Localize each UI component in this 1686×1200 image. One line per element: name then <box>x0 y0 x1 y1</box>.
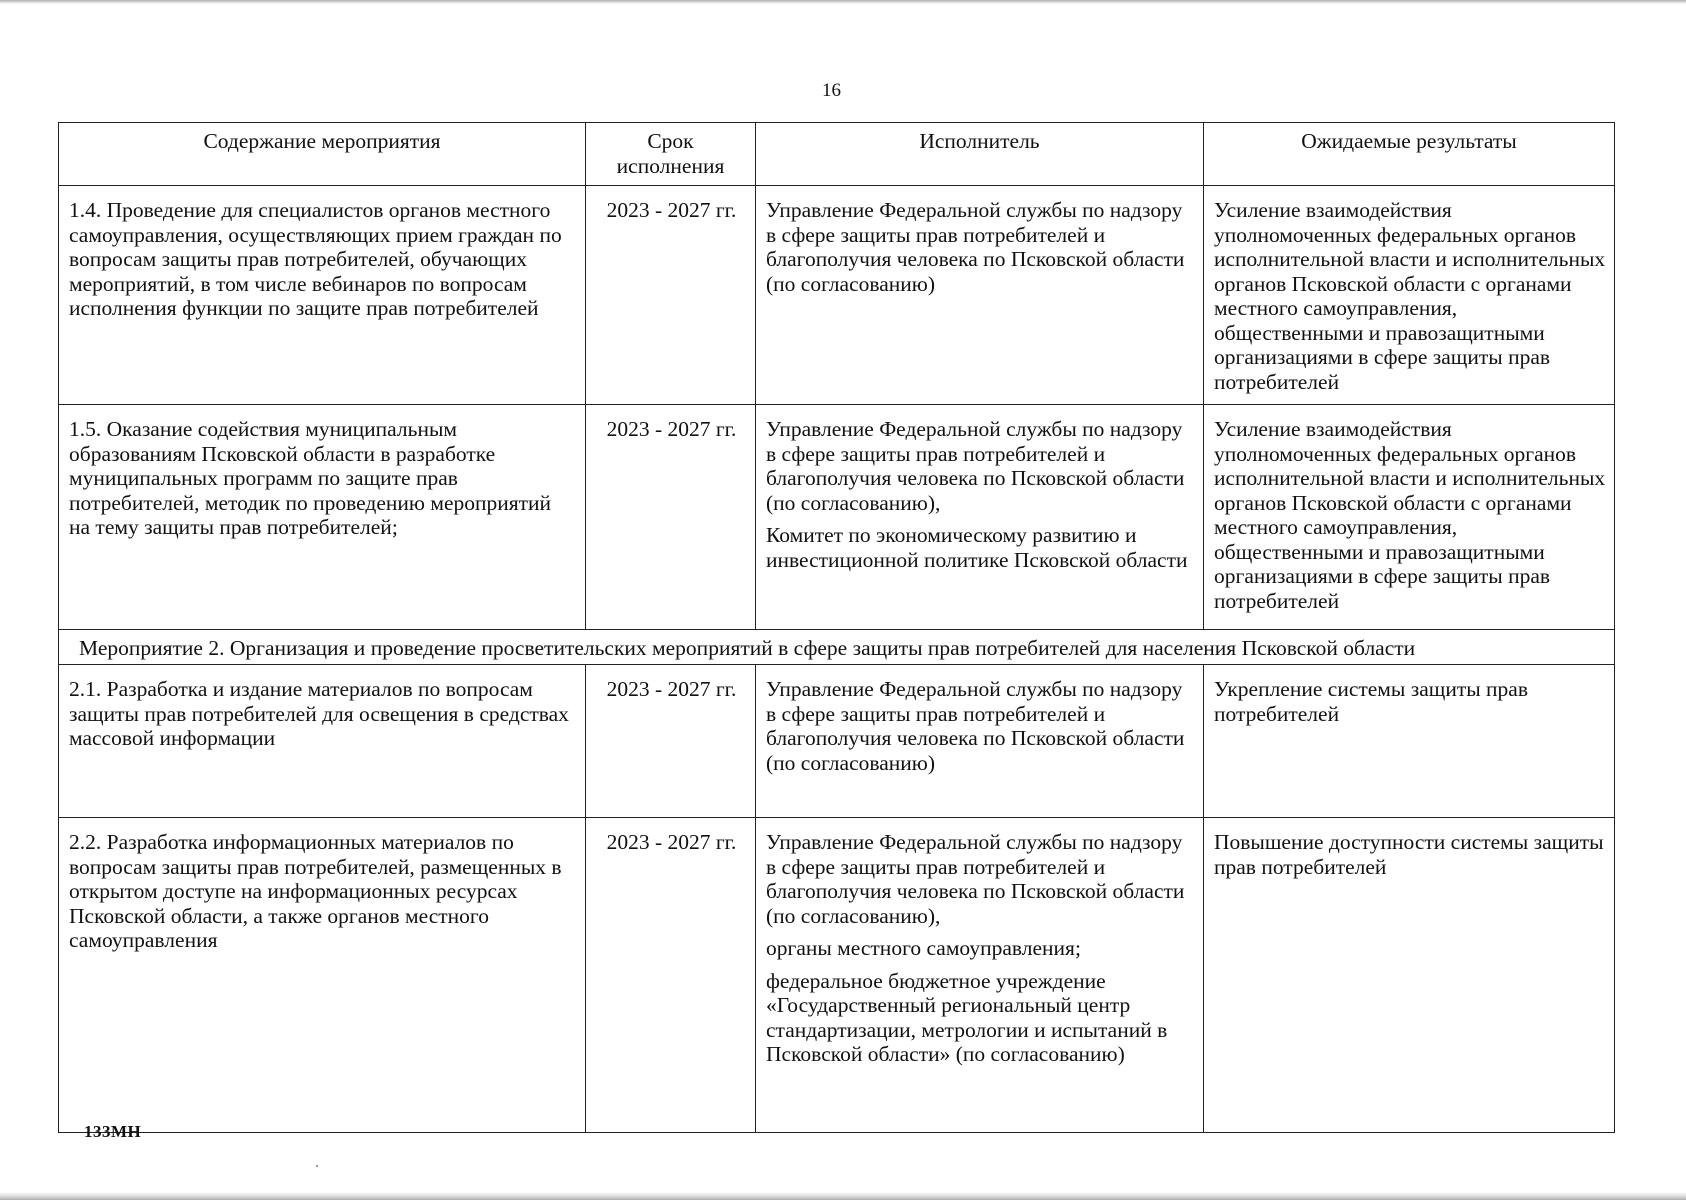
section-row <box>59 630 1615 665</box>
header-term-text: Срок исполнения <box>616 129 725 178</box>
executor-item: Управление Федеральной службы по надзору в сфере защиты прав потребителей и благополучия человека по Псковской области (по согласованию) <box>766 198 1185 296</box>
header-content: Содержание мероприятия <box>59 123 586 186</box>
header-results: Ожидаемые результаты <box>1204 123 1615 186</box>
table-row <box>59 818 1615 1133</box>
cell-term: 2023 - 2027 гг. <box>586 405 756 630</box>
scan-speck <box>316 1165 318 1167</box>
section-title: Мероприятие 2. Организация и проведение просветительских мероприятий в сфере защиты прав потребителей для населения Псковской области <box>59 630 1615 665</box>
page-number: 16 <box>822 80 841 101</box>
header-executor: Исполнитель <box>756 123 1204 186</box>
executor-item: Комитет по экономическому развитию и инвестиционной политике Псковской области <box>766 523 1188 572</box>
table-header-row <box>59 123 1615 186</box>
cell-result: Укрепление системы защиты прав потребителей <box>1204 665 1615 818</box>
cell-result: Усиление взаимодействия уполномоченных федеральных органов исполнительной власти и исполнительных органов Псковской области с органами местного самоуправления, общественными и правозащитными организациями в сфере защиты прав потребителей <box>1204 405 1615 630</box>
cell-executor <box>756 186 1204 405</box>
header-term <box>586 123 756 186</box>
measures-table <box>58 122 1615 1133</box>
cell-result: Повышение доступности системы защиты прав потребителей <box>1204 818 1615 1133</box>
table-row <box>59 186 1615 405</box>
cell-content: 1.4. Проведение для специалистов органов местного самоуправления, осуществляющих прием граждан по вопросам защиты прав потребителей, обучающих мероприятий, в том числе вебинаров по вопросам исполнения функции по защите прав потребителей <box>59 186 586 405</box>
executor-item: федеральное бюджетное учреждение «Государственный региональный центр стандартизации, метрологии и испытаний в Псковской области» (по согласованию) <box>766 968 1168 1066</box>
table-row <box>59 405 1615 630</box>
cell-term: 2023 - 2027 гг. <box>586 665 756 818</box>
executor-item: Управление Федеральной службы по надзору в сфере защиты прав потребителей и благополучия человека по Псковской области (по согласованию), <box>766 830 1185 928</box>
document-code: 133МН <box>84 1122 142 1141</box>
cell-result: Усиление взаимодействия уполномоченных федеральных органов исполнительной власти и исполнительных органов Псковской области с органами местного самоуправления, общественными и правозащитными организациями в сфере защиты прав потребителей <box>1204 186 1615 405</box>
cell-executor <box>756 405 1204 630</box>
executor-item: Управление Федеральной службы по надзору в сфере защиты прав потребителей и благополучия человека по Псковской области (по согласованию) <box>766 677 1185 775</box>
executor-item: органы местного самоуправления; <box>766 936 1081 960</box>
cell-content: 2.2. Разработка информационных материалов по вопросам защиты прав потребителей, размещенных в открытом доступе на информационных ресурсах Псковской области, а также органов местного самоуправления <box>59 818 586 1133</box>
cell-executor <box>756 818 1204 1133</box>
cell-content: 1.5. Оказание содействия муниципальным образованиям Псковской области в разработке муниципальных программ по защите прав потребителей, методик по проведению мероприятий на тему защиты прав потребителей; <box>59 405 586 630</box>
executor-item: Управление Федеральной службы по надзору в сфере защиты прав потребителей и благополучия человека по Псковской области (по согласованию), <box>766 417 1185 515</box>
scan-edge-top <box>0 0 1686 4</box>
cell-executor <box>756 665 1204 818</box>
table-row <box>59 665 1615 818</box>
cell-term: 2023 - 2027 гг. <box>586 818 756 1133</box>
cell-content: 2.1. Разработка и издание материалов по вопросам защиты прав потребителей для освещения в средствах массовой информации <box>59 665 586 818</box>
cell-term: 2023 - 2027 гг. <box>586 186 756 405</box>
scan-edge-bottom <box>0 1192 1686 1200</box>
